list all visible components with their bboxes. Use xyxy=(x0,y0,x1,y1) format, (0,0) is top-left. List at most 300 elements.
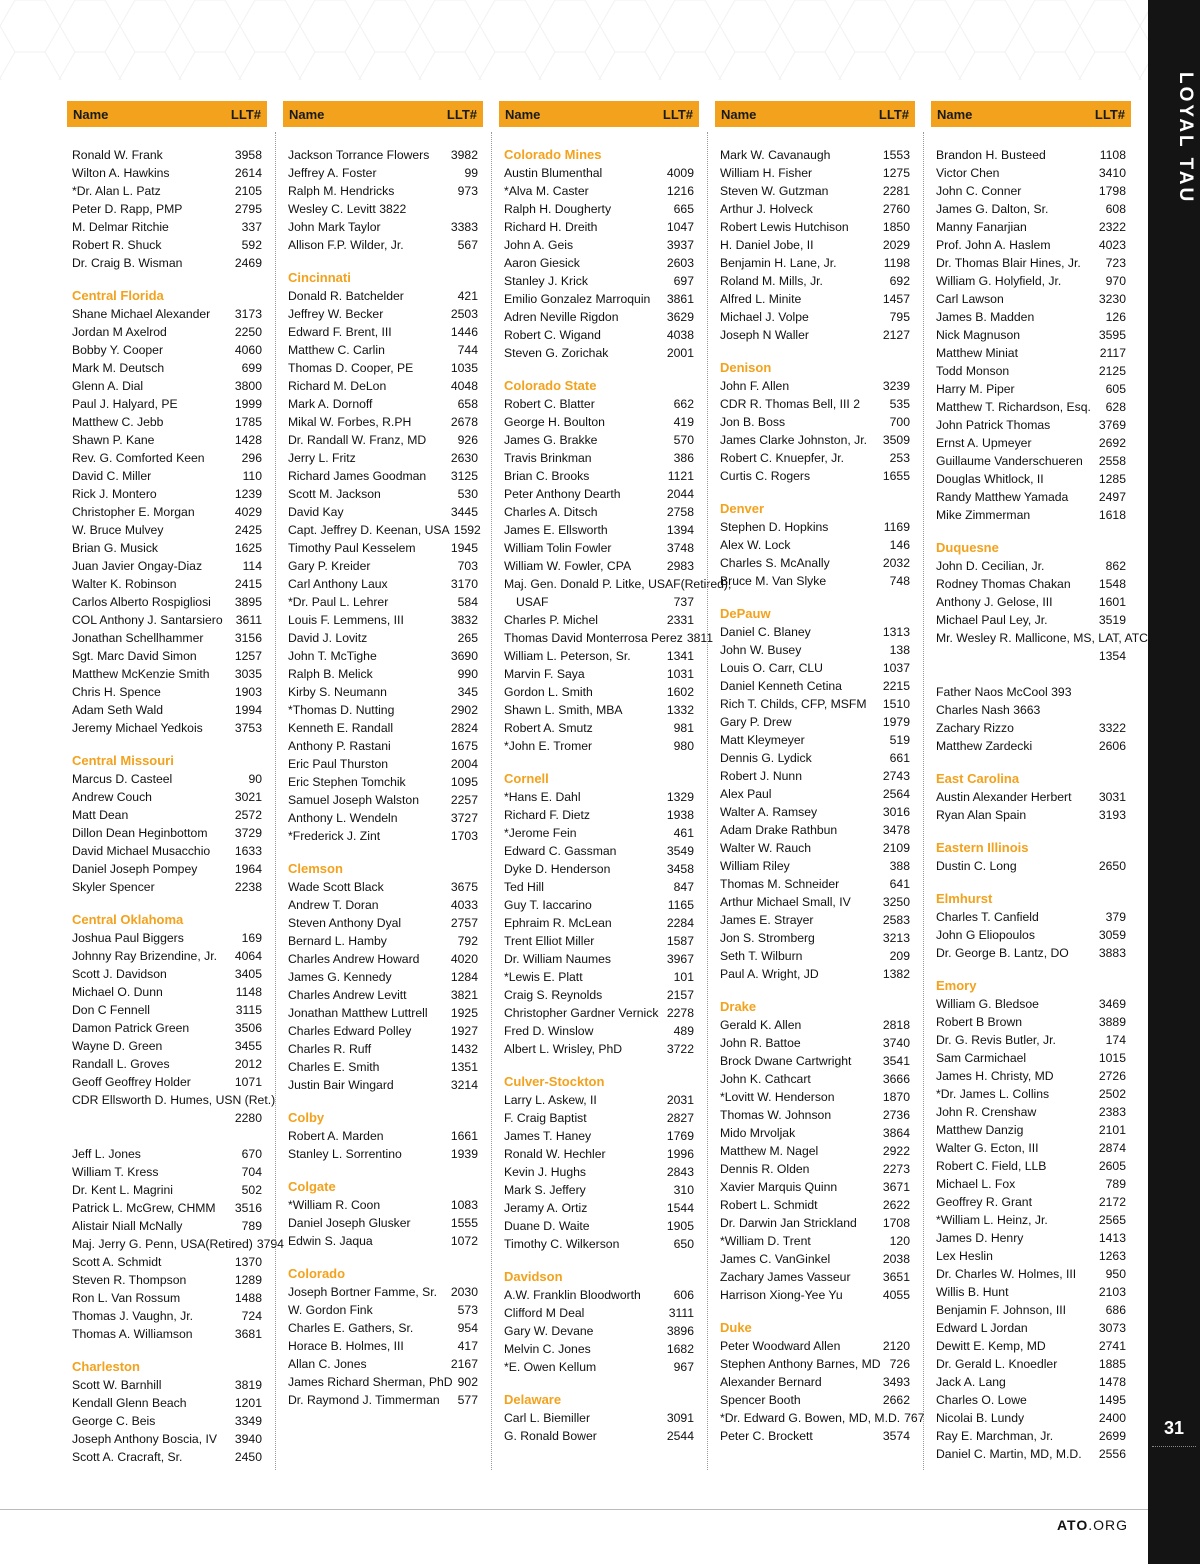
member-row xyxy=(72,413,262,431)
member-name: Matthew C. Carlin xyxy=(288,343,385,357)
member-llt-number: 1382 xyxy=(882,967,910,981)
member-llt-number: 1927 xyxy=(450,1024,478,1038)
member-llt-number: 2565 xyxy=(1098,1213,1126,1227)
member-row xyxy=(288,539,478,557)
member-name: Matthew T. Richardson, Esq. xyxy=(936,400,1091,414)
member-row xyxy=(720,1355,910,1373)
member-name: Daniel Kenneth Cetina xyxy=(720,679,842,693)
member-llt-number: 2603 xyxy=(666,256,694,270)
member-name: Dillon Dean Heginbottom xyxy=(72,826,208,840)
member-llt-number: 3405 xyxy=(234,967,262,981)
member-name: Rodney Thomas Chakan xyxy=(936,577,1071,591)
member-row xyxy=(720,431,910,449)
member-name: Sgt. Marc David Simon xyxy=(72,649,197,663)
member-llt-number: 1351 xyxy=(450,1060,478,1074)
member-row xyxy=(720,947,910,965)
member-row xyxy=(72,1412,262,1430)
member-name: Geoffrey R. Grant xyxy=(936,1195,1032,1209)
member-llt-number: 2874 xyxy=(1098,1141,1126,1155)
member-llt-number: 2044 xyxy=(666,487,694,501)
member-row xyxy=(936,506,1126,524)
member-name: Bobby Y. Cooper xyxy=(72,343,164,357)
member-name: Matthew Zardecki xyxy=(936,739,1033,753)
member-row xyxy=(720,1250,910,1268)
member-name: Kevin J. Hughs xyxy=(504,1165,586,1179)
member-name: Thomas D. Cooper, PE xyxy=(288,361,414,375)
member-llt-number: 724 xyxy=(241,1309,262,1323)
member-row xyxy=(288,647,478,665)
member-row xyxy=(288,236,478,254)
member-row xyxy=(72,575,262,593)
member-row xyxy=(504,539,694,557)
member-name: Richard H. Dreith xyxy=(504,220,598,234)
member-row xyxy=(936,701,1126,719)
member-llt-number: 345 xyxy=(457,685,478,699)
member-row xyxy=(504,344,694,362)
member-row xyxy=(936,719,1126,737)
member-llt-number: 3383 xyxy=(450,220,478,234)
member-name: William L. Peterson, Sr. xyxy=(504,649,631,663)
member-llt-number: 2400 xyxy=(1098,1411,1126,1425)
member-llt-number: 723 xyxy=(1105,256,1126,270)
member-row xyxy=(504,719,694,737)
chapter-heading: Elmhurst xyxy=(936,891,993,906)
member-llt-number xyxy=(1122,683,1126,701)
member-name: William Riley xyxy=(720,859,790,873)
member-row xyxy=(936,1301,1126,1319)
member-name: *Frederick J. Zint xyxy=(288,829,381,843)
column-body xyxy=(499,127,732,1445)
member-name: William G. Holyfield, Jr. xyxy=(936,274,1062,288)
member-name: Emilio Gonzalez Marroquin xyxy=(504,292,651,306)
member-row xyxy=(720,254,910,272)
member-llt-number: 1478 xyxy=(1098,1375,1126,1389)
member-row xyxy=(504,665,694,683)
member-name: Allan C. Jones xyxy=(288,1357,367,1371)
member-name: Jordan M Axelrod xyxy=(72,325,167,339)
member-name: Willis B. Hunt xyxy=(936,1285,1009,1299)
member-row xyxy=(720,965,910,983)
member-row xyxy=(936,254,1126,272)
member-row xyxy=(720,1160,910,1178)
member-row xyxy=(936,218,1126,236)
member-llt-number: 3896 xyxy=(666,1324,694,1338)
member-row xyxy=(72,593,262,611)
member-name: John Patrick Thomas xyxy=(936,418,1051,432)
member-llt-number: 1257 xyxy=(234,649,262,663)
member-row xyxy=(288,1058,478,1076)
member-name: Ralph M. Hendricks xyxy=(288,184,395,198)
chapter-heading: Culver-Stockton xyxy=(504,1074,605,1089)
member-row xyxy=(936,1283,1126,1301)
member-llt-number: 1661 xyxy=(450,1129,478,1143)
member-llt-number: 1165 xyxy=(667,898,694,912)
member-llt-number: 990 xyxy=(457,667,478,681)
member-llt-number: 379 xyxy=(1105,910,1126,924)
member-llt-number: 2172 xyxy=(1098,1195,1126,1209)
member-name: Samuel Joseph Walston xyxy=(288,793,419,807)
member-name: Thomas A. Williamson xyxy=(72,1327,193,1341)
member-name: Carl L. Biemiller xyxy=(504,1411,591,1425)
member-row xyxy=(72,1037,262,1055)
chapter-heading: Colby xyxy=(288,1110,325,1125)
member-llt-number: 2167 xyxy=(450,1357,478,1371)
member-llt-number: 3541 xyxy=(882,1054,910,1068)
member-name: Gordon L. Smith xyxy=(504,685,593,699)
member-row xyxy=(504,236,694,254)
member-llt-number: 2278 xyxy=(666,1006,694,1020)
member-row xyxy=(288,932,478,950)
member-row xyxy=(72,788,262,806)
member-row xyxy=(936,1337,1126,1355)
member-llt-number: 641 xyxy=(889,877,910,891)
member-name: Adam Drake Rathbun xyxy=(720,823,838,837)
member-row xyxy=(288,341,478,359)
member-name: Brian C. Brooks xyxy=(504,469,590,483)
member-row xyxy=(936,665,1126,683)
chapter-heading: Duquesne xyxy=(936,540,999,555)
member-llt-number: 3727 xyxy=(450,811,478,825)
member-llt-number: 3748 xyxy=(666,541,694,555)
member-llt-number: 570 xyxy=(673,433,694,447)
member-row xyxy=(288,665,478,683)
member-llt-number: 417 xyxy=(457,1339,478,1353)
member-row xyxy=(72,860,262,878)
member-name: Charles E. Gathers, Sr. xyxy=(288,1321,414,1335)
member-row xyxy=(72,218,262,236)
member-name: Maj. Jerry G. Penn, USA(Retired) xyxy=(72,1237,253,1251)
member-row xyxy=(288,1004,478,1022)
header-llt: LLT# xyxy=(446,106,477,122)
member-row xyxy=(72,1001,262,1019)
member-name: James Richard Sherman, PhD xyxy=(288,1375,453,1389)
member-name: James G. Dalton, Sr. xyxy=(936,202,1049,216)
member-llt-number: 388 xyxy=(889,859,910,873)
chapter-heading: Duke xyxy=(720,1320,752,1335)
member-llt-number: 2273 xyxy=(882,1162,910,1176)
member-llt-number: 2250 xyxy=(234,325,262,339)
member-row xyxy=(288,737,478,755)
member-row xyxy=(720,1088,910,1106)
member-llt-number: 3016 xyxy=(882,805,910,819)
footer-site xyxy=(1057,1517,1128,1533)
member-row xyxy=(720,695,910,713)
member-llt-number: 1618 xyxy=(1098,508,1126,522)
member-name: Charles A. Ditsch xyxy=(504,505,598,519)
member-name: Dr. Gerald L. Knoedler xyxy=(936,1357,1058,1371)
member-name: Justin Bair Wingard xyxy=(288,1078,394,1092)
member-row xyxy=(720,146,910,164)
member-row xyxy=(720,272,910,290)
member-row xyxy=(504,683,694,701)
member-llt-number: 174 xyxy=(1105,1033,1126,1047)
column-header xyxy=(67,101,267,127)
member-row xyxy=(72,611,262,629)
member-row xyxy=(504,932,694,950)
header-name: Name xyxy=(721,106,757,122)
member-row xyxy=(504,218,694,236)
member-llt-number: 1850 xyxy=(882,220,910,234)
member-name: Charles Nash 3663 xyxy=(936,703,1041,717)
member-llt-number: 2031 xyxy=(666,1093,694,1107)
member-name: Guy T. Iaccarino xyxy=(504,898,592,912)
header-name: Name xyxy=(73,106,109,122)
member-row xyxy=(288,809,478,827)
member-name: James T. Haney xyxy=(504,1129,592,1143)
member-llt-number: 3214 xyxy=(450,1078,478,1092)
member-row xyxy=(288,986,478,1004)
member-llt-number: 1370 xyxy=(234,1255,262,1269)
member-row xyxy=(936,326,1126,344)
member-row xyxy=(288,1391,478,1409)
member-llt-number: 2583 xyxy=(882,913,910,927)
member-row xyxy=(720,677,910,695)
member-name: Andrew Couch xyxy=(72,790,152,804)
member-name: James E. Ellsworth xyxy=(504,523,608,537)
member-name: *Dr. Paul L. Lehrer xyxy=(288,595,389,609)
member-llt-number: 1354 xyxy=(1098,649,1126,663)
member-llt-number: 1446 xyxy=(450,325,478,339)
member-row xyxy=(720,536,910,554)
member-name: Jeramy A. Ortiz xyxy=(504,1201,588,1215)
member-llt-number: 1553 xyxy=(882,148,910,162)
member-llt-number: 4060 xyxy=(234,343,262,357)
member-name: *Jerome Fein xyxy=(504,826,577,840)
member-llt-number: 2029 xyxy=(882,238,910,252)
member-name: James C. VanGinkel xyxy=(720,1252,831,1266)
member-name: David C. Miller xyxy=(72,469,152,483)
member-llt-number: 573 xyxy=(457,1303,478,1317)
member-llt-number: 1263 xyxy=(1098,1249,1126,1263)
member-name: Larry L. Askew, II xyxy=(504,1093,597,1107)
member-row xyxy=(720,1052,910,1070)
member-name: Shawn L. Smith, MBA xyxy=(504,703,623,717)
member-llt-number: 4048 xyxy=(450,379,478,393)
member-name: A.W. Franklin Bloodworth xyxy=(504,1288,641,1302)
member-name: Kirby S. Neumann xyxy=(288,685,387,699)
member-llt-number: 519 xyxy=(889,733,910,747)
member-row xyxy=(504,1109,694,1127)
member-llt-number: 2001 xyxy=(666,346,694,360)
member-name: William T. Kress xyxy=(72,1165,159,1179)
member-llt-number: 1332 xyxy=(666,703,694,717)
member-llt-number: 3651 xyxy=(882,1270,910,1284)
header-name: Name xyxy=(505,106,541,122)
member-llt-number: 169 xyxy=(241,931,262,945)
member-row xyxy=(288,791,478,809)
member-llt-number: 1031 xyxy=(666,667,694,681)
member-llt-number: 3035 xyxy=(234,667,262,681)
member-row xyxy=(720,395,910,413)
member-row xyxy=(936,683,1126,701)
chapter-heading: Denison xyxy=(720,360,772,375)
member-llt-number: 1798 xyxy=(1098,184,1126,198)
member-row xyxy=(720,911,910,929)
member-llt-number: 2605 xyxy=(1098,1159,1126,1173)
member-llt-number: 3629 xyxy=(666,310,694,324)
member-row xyxy=(504,1181,694,1199)
member-llt-number: 110 xyxy=(242,469,262,483)
member-llt-number: 2726 xyxy=(1098,1069,1126,1083)
member-name: James E. Strayer xyxy=(720,913,814,927)
member-row xyxy=(936,995,1126,1013)
member-name: Jonathan Schellhammer xyxy=(72,631,204,645)
member-name: Gary P. Drew xyxy=(720,715,792,729)
chapter-heading: Cornell xyxy=(504,771,549,786)
member-name: Scott A. Schmidt xyxy=(72,1255,162,1269)
chapter-heading: Denver xyxy=(720,501,765,516)
member-llt-number: 789 xyxy=(241,1219,262,1233)
member-llt-number: 967 xyxy=(673,1360,694,1374)
member-llt-number: 3821 xyxy=(450,988,478,1002)
member-llt-number: 3349 xyxy=(234,1414,262,1428)
member-row xyxy=(288,1040,478,1058)
member-name: Louis F. Lemmens, III xyxy=(288,613,404,627)
member-name: Robert C. Wigand xyxy=(504,328,601,342)
member-llt-number: 1938 xyxy=(666,808,694,822)
member-llt-number: 1625 xyxy=(234,541,262,555)
member-llt-number: 3410 xyxy=(1098,166,1126,180)
member-llt-number: 1071 xyxy=(234,1075,262,1089)
member-name: Albert L. Wrisley, PhD xyxy=(504,1042,623,1056)
member-name: Anthony P. Rastani xyxy=(288,739,391,753)
column-body xyxy=(715,127,925,1445)
member-row xyxy=(72,467,262,485)
member-row xyxy=(720,326,910,344)
column-body xyxy=(67,127,284,1466)
member-row xyxy=(72,1163,262,1181)
member-row xyxy=(288,413,478,431)
member-llt-number: 3059 xyxy=(1098,928,1126,942)
member-row xyxy=(720,218,910,236)
member-llt-number: 2572 xyxy=(234,808,262,822)
member-name: Robert C. Knuepfer, Jr. xyxy=(720,451,844,465)
member-name: Gerald K. Allen xyxy=(720,1018,802,1032)
member-llt-number: 1592 xyxy=(453,523,481,537)
member-name: Jeffrey A. Foster xyxy=(288,166,377,180)
member-llt-number: 3031 xyxy=(1098,790,1126,804)
member-name: *Lewis E. Platt xyxy=(504,970,583,984)
member-llt-number: 1394 xyxy=(666,523,694,537)
member-row xyxy=(72,359,262,377)
member-name: Dr. Darwin Jan Strickland xyxy=(720,1216,857,1230)
member-name: Patrick L. McGrew, CHMM xyxy=(72,1201,216,1215)
member-llt-number: 2101 xyxy=(1098,1123,1126,1137)
member-name: Scott M. Jackson xyxy=(288,487,381,501)
member-name: Matt Kleymeyer xyxy=(720,733,805,747)
member-llt-number: 1510 xyxy=(882,697,910,711)
member-llt-number: 1544 xyxy=(666,1201,694,1215)
member-name: David Michael Musacchio xyxy=(72,844,211,858)
member-llt-number: 3549 xyxy=(666,844,694,858)
member-llt-number: 2105 xyxy=(234,184,262,198)
column-divider xyxy=(275,132,276,1470)
member-row xyxy=(72,200,262,218)
member-llt-number: 1785 xyxy=(234,415,262,429)
member-row xyxy=(72,164,262,182)
member-row xyxy=(720,377,910,395)
member-row xyxy=(288,827,478,845)
member-llt-number: 950 xyxy=(1105,1267,1126,1281)
member-llt-number: 2125 xyxy=(1098,364,1126,378)
member-row xyxy=(504,1217,694,1235)
member-row xyxy=(288,395,478,413)
member-row xyxy=(504,950,694,968)
member-llt-number: 1999 xyxy=(234,397,262,411)
member-name: Louis O. Carr, CLU xyxy=(720,661,823,675)
member-row xyxy=(504,860,694,878)
member-name: Prof. John A. Haslem xyxy=(936,238,1051,252)
member-row xyxy=(936,200,1126,218)
member-llt-number: 2502 xyxy=(1098,1087,1126,1101)
member-name: Geoff Geoffrey Holder xyxy=(72,1075,191,1089)
member-llt-number: 1633 xyxy=(234,844,262,858)
member-row xyxy=(504,272,694,290)
member-row xyxy=(504,701,694,719)
member-row xyxy=(72,521,262,539)
member-llt-number: 296 xyxy=(241,451,262,465)
member-row xyxy=(504,1340,694,1358)
member-llt-number: 419 xyxy=(673,415,694,429)
member-llt-number: 1313 xyxy=(882,625,910,639)
member-name: Adren Neville Rigdon xyxy=(504,310,619,324)
member-llt-number: 3811 xyxy=(686,631,714,645)
member-row xyxy=(288,287,478,305)
chapter-heading: East Carolina xyxy=(936,771,1020,786)
member-llt-number: 1457 xyxy=(882,292,910,306)
member-name: COL Anthony J. Santarsiero xyxy=(72,613,223,627)
member-llt-number: 386 xyxy=(673,451,694,465)
member-name: H. Daniel Jobe, II xyxy=(720,238,814,252)
member-name: Victor Chen xyxy=(936,166,1000,180)
member-row xyxy=(288,755,478,773)
member-row xyxy=(720,731,910,749)
member-row xyxy=(720,308,910,326)
member-row xyxy=(288,1319,478,1337)
member-name: Nicolai B. Lundy xyxy=(936,1411,1025,1425)
roster-column xyxy=(715,101,925,1445)
member-row xyxy=(288,218,478,236)
chapter-heading: Colorado State xyxy=(504,378,597,393)
member-name: David J. Lovitz xyxy=(288,631,368,645)
member-llt-number: 795 xyxy=(889,310,910,324)
member-row xyxy=(720,518,910,536)
member-llt-number: 3506 xyxy=(234,1021,262,1035)
member-name: Arthur J. Holveck xyxy=(720,202,813,216)
member-name: Juan Javier Ongay-Diaz xyxy=(72,559,203,573)
member-name: John D. Cecilian, Jr. xyxy=(936,559,1045,573)
chapter-heading: Colorado Mines xyxy=(504,147,602,162)
member-row xyxy=(288,1232,478,1250)
member-row xyxy=(72,431,262,449)
member-row xyxy=(288,1145,478,1163)
member-row xyxy=(504,164,694,182)
member-llt-number: 1148 xyxy=(235,985,262,999)
member-name: John R. Battoe xyxy=(720,1036,801,1050)
member-row xyxy=(72,683,262,701)
member-llt-number: 2281 xyxy=(882,184,910,198)
member-name: John K. Cathcart xyxy=(720,1072,811,1086)
member-row xyxy=(720,821,910,839)
member-row xyxy=(720,1286,910,1304)
member-llt-number: 3861 xyxy=(666,292,694,306)
chapter-heading: Delaware xyxy=(504,1392,562,1407)
member-row xyxy=(936,362,1126,380)
member-llt-number: 3091 xyxy=(666,1411,694,1425)
member-llt-number: 3125 xyxy=(450,469,478,483)
member-name: James H. Christy, MD xyxy=(936,1069,1054,1083)
member-name: Kendall Glenn Beach xyxy=(72,1396,187,1410)
